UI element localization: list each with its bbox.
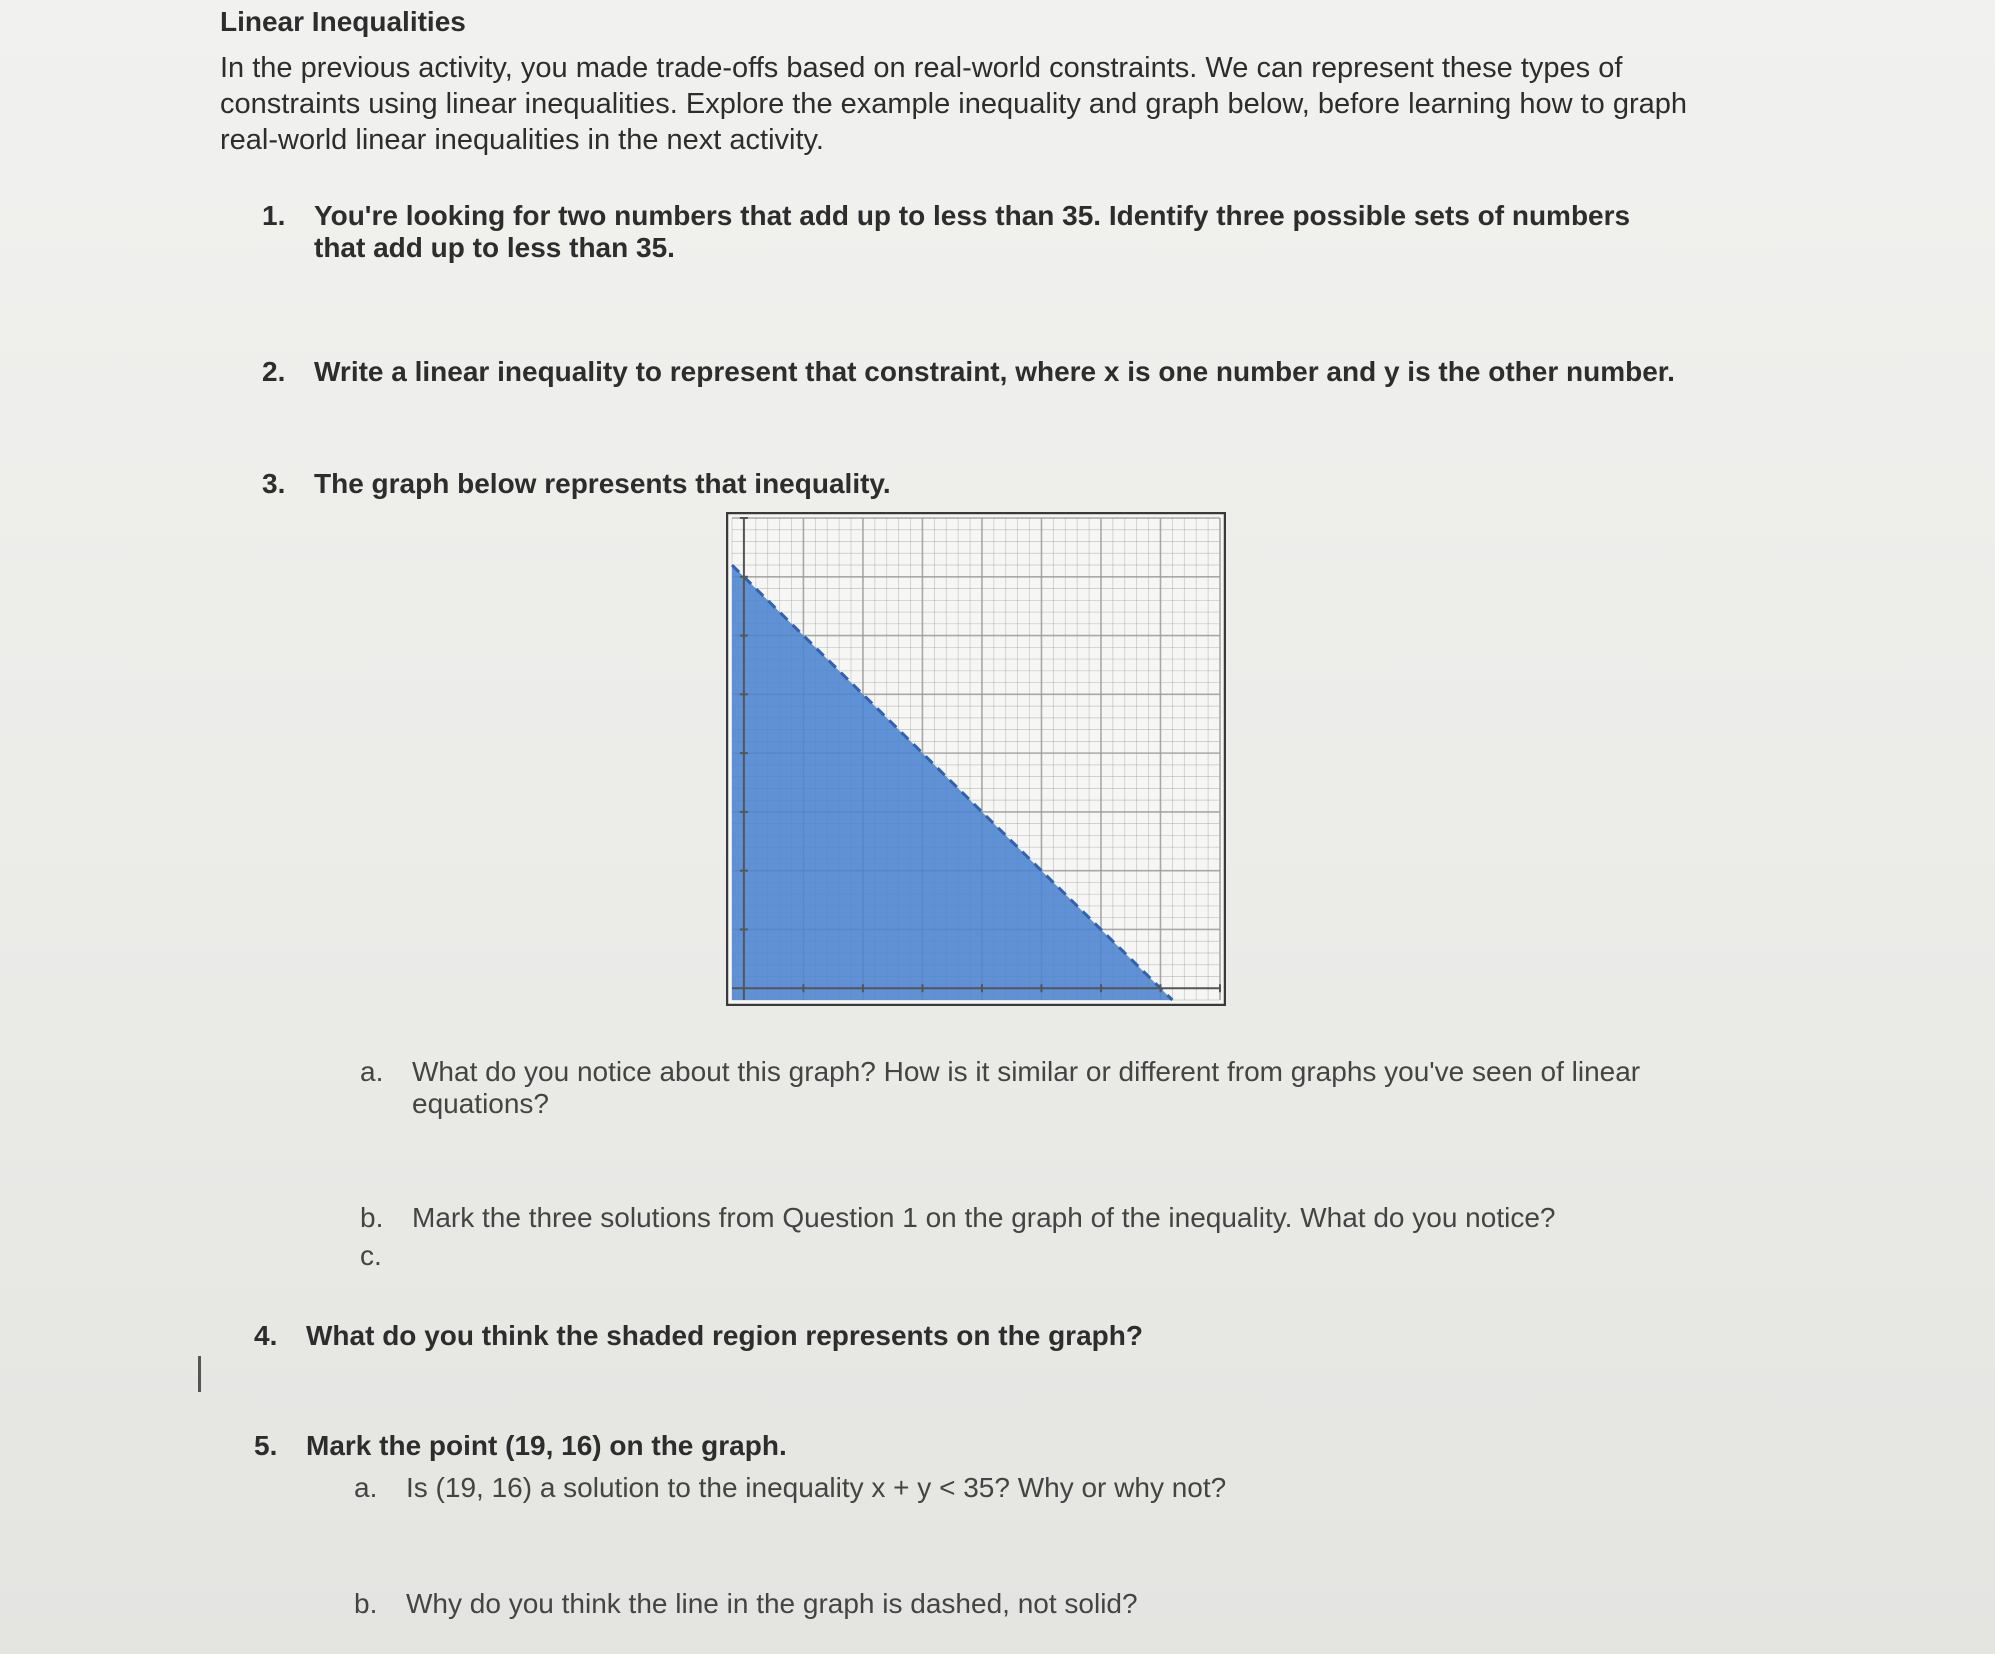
part-label: c.	[360, 1240, 382, 1271]
question-text: You're looking for two numbers that add up to less than 35. Identify three possible sets of numbers that add up to less than 35.	[314, 200, 1631, 263]
question-3b	[360, 1202, 1780, 1234]
part-text: Mark the three solutions from Question 1 on the graph of the inequality. What do you notice?	[412, 1202, 1556, 1233]
question-number: 5.	[254, 1430, 278, 1461]
question-2	[262, 356, 1742, 388]
part-label: a.	[360, 1056, 384, 1087]
question-3	[262, 468, 1062, 500]
part-label: a.	[354, 1472, 378, 1503]
question-number: 2.	[262, 356, 286, 387]
question-4	[254, 1320, 1454, 1352]
question-number: 4.	[254, 1320, 278, 1351]
text-cursor	[198, 1356, 201, 1392]
part-label: b.	[360, 1202, 384, 1233]
question-number: 1.	[262, 200, 286, 231]
question-5	[254, 1430, 1254, 1462]
intro-paragraph: In the previous activity, you made trade-offs based on real-world constraints. We can represent these types of constraints using linear inequalities. Explore the example inequality and graph below, before learning how to graph real-world linear inequalities in the next activity.	[220, 52, 1688, 156]
inequality-graph[interactable]	[726, 512, 1226, 1006]
question-text: Write a linear inequality to represent that constraint, where x is one number and y is the other number.	[314, 356, 1675, 387]
part-text: Why do you think the line in the graph is dashed, not solid?	[406, 1588, 1138, 1619]
question-5b	[354, 1588, 1454, 1620]
question-text: What do you think the shaded region represents on the graph?	[306, 1320, 1143, 1351]
question-1	[262, 200, 1682, 264]
question-text: Mark the point (19, 16) on the graph.	[306, 1430, 787, 1461]
part-text: Is (19, 16) a solution to the inequality x + y < 35? Why or why not?	[406, 1472, 1227, 1503]
question-3a	[360, 1056, 1740, 1120]
question-text: The graph below represents that inequality.	[314, 468, 891, 499]
question-number: 3.	[262, 468, 286, 499]
part-label: b.	[354, 1588, 378, 1619]
part-text: What do you notice about this graph? How is it similar or different from graphs you've seen of linear equations?	[412, 1056, 1641, 1119]
question-5a	[354, 1472, 1454, 1504]
page-title: Linear Inequalities	[220, 6, 466, 37]
